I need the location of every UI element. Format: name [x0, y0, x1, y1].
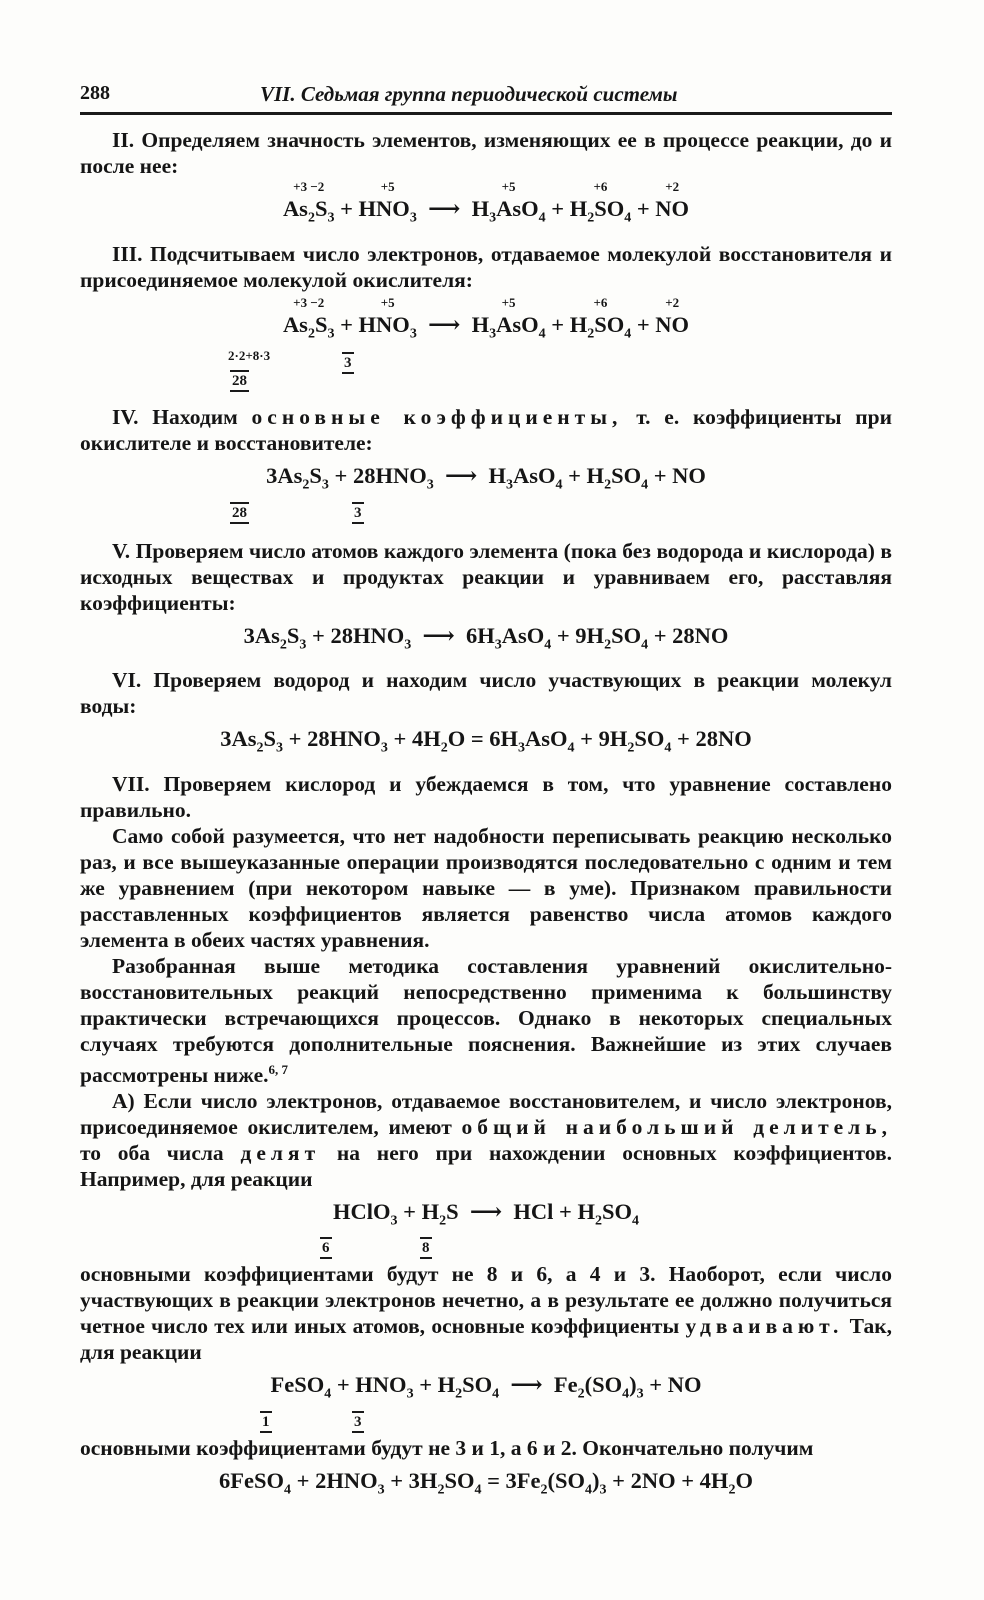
- page: [80, 78, 892, 1512]
- step-v: V. Проверяем число атомов каждого элемента (пока без водорода и кислорода) в исходных веществах и продуктах реакции и уравниваем его, расставляя коэффициенты:: [80, 538, 892, 615]
- equation-2: $As_2S_3$ +3 −2 + $HNO_3$ +5 ⟶ $H_3AsO_4$ +5 + $H_2SO_4$ +6 + NO +2: [282, 294, 690, 341]
- page-number: 288: [80, 82, 110, 104]
- coef-box-6: 6: [320, 1237, 332, 1259]
- coef-box-28: 28: [230, 502, 249, 524]
- paragraph-5: основными коэффициентами будут не 3 и 1, а 6 и 2. Окончательно получим: [80, 1435, 814, 1460]
- step-vi: VI. Проверяем водород и находим число участвующих в реакции молекул воды:: [80, 668, 892, 718]
- paragraph-2: Разобранная выше методика составления уравнений окислительно-восстановительных реакций непосредственно применима к большинству практически встречающихся процессов. Однако в некоторых специальных случаях требуются дополнительные пояснения. Важнейшие из этих случаев рассмотрены ниже.$^{6, 7}$: [80, 953, 892, 1087]
- coefficient-box-row-3: [80, 1409, 892, 1435]
- equation-5: $3As_2S_3 + 28HNO_3 + 4H_2O = 6H_3AsO_4 + 9H_2SO_4 + 28NO$: [220, 726, 752, 756]
- coefficient-box-row-2: [80, 1235, 892, 1261]
- paragraph-4: основными коэффициентами будут не 8 и 6, а 4 и 3. Наоборот, если число участвующих в реакции электронов нечетно, а в результате ее должно получиться четное число тех или иных атомов, основные коэффициенты удваивают. Так, для реакции: [80, 1262, 892, 1365]
- coef-box-3: 3: [352, 502, 364, 524]
- footnote-ref: 6, 7: [268, 1061, 288, 1077]
- electron-box-28: 28: [230, 370, 249, 392]
- step-iv: IV. Находим основные коэффициенты, т. е. коэффициенты при окислителе и восстановителе:: [80, 405, 893, 455]
- coef-box-1: 1: [260, 1411, 272, 1433]
- coefficient-box-row: [80, 500, 892, 526]
- paragraph-1: Само собой разумеется, что нет надобности переписывать реакцию несколько раз, и все вышеуказанные операции производятся последовательно с одним и тем же уравнением (при некотором навыке — в уме). Признаком правильности расставленных коэффициентов является равенство числа атомов каждого элемента в обеих частях уравнения.: [80, 823, 892, 952]
- equation-4: $3As_2S_3 + 28HNO_3$ ⟶ $6H_3AsO_4 + 9H_2SO_4 + 28NO$: [243, 622, 729, 652]
- coef-box-8: 8: [420, 1237, 432, 1259]
- electron-calc: 2·2+8·3: [228, 348, 271, 363]
- page-header: [80, 78, 892, 115]
- step-ii: II. Определяем значность элементов, изменяющих ее в процессе реакции, до и после нее:: [80, 128, 892, 178]
- step-iii: III. Подсчитываем число электронов, отдаваемое молекулой восстановителя и присоединяемое молекулой окислителя:: [80, 241, 892, 292]
- equation-3: $3As_2S_3 + 28HNO_3$ ⟶ $H_3AsO_4 + H_2SO_4$ + NO: [266, 463, 706, 493]
- electron-annotation-row: [80, 348, 892, 392]
- equation-1: $As_2S_3$ +3 −2 + $HNO_3$ +5 ⟶ $H_3AsO_4$ +5 + $H_2SO_4$ +6 + NO +2: [282, 179, 690, 226]
- paragraph-3: А) Если число электронов, отдаваемое восстановителем, и число электронов, присоединяемое окислителем, имеют общий наибольший делитель, то оба числа делят на него при нахождении основных коэффициентов. Например, для реакции: [80, 1088, 892, 1191]
- running-title: VII. Седьмая группа периодической системы: [260, 82, 678, 106]
- electron-box-3: 3: [342, 352, 354, 374]
- coef-box-3b: 3: [352, 1411, 364, 1433]
- equation-7: FeSO$_4$ + $HNO_3 + H_2SO_4$ ⟶ $Fe_2(SO_4)_3$ + NO: [270, 1372, 702, 1402]
- equation-8: 6FeSO$_4$ + $2HNO_3 + 3H_2SO_4 = 3Fe_2(SO_4)_3 + 2NO + 4H_2O$: [219, 1467, 753, 1498]
- equation-6: HClO$_3$ + $H_2S$ ⟶ HCl + $H_2SO_4$: [333, 1198, 639, 1229]
- step-vii: VII. Проверяем кислород и убеждаемся в том, что уравнение составлено правильно.: [80, 771, 892, 822]
